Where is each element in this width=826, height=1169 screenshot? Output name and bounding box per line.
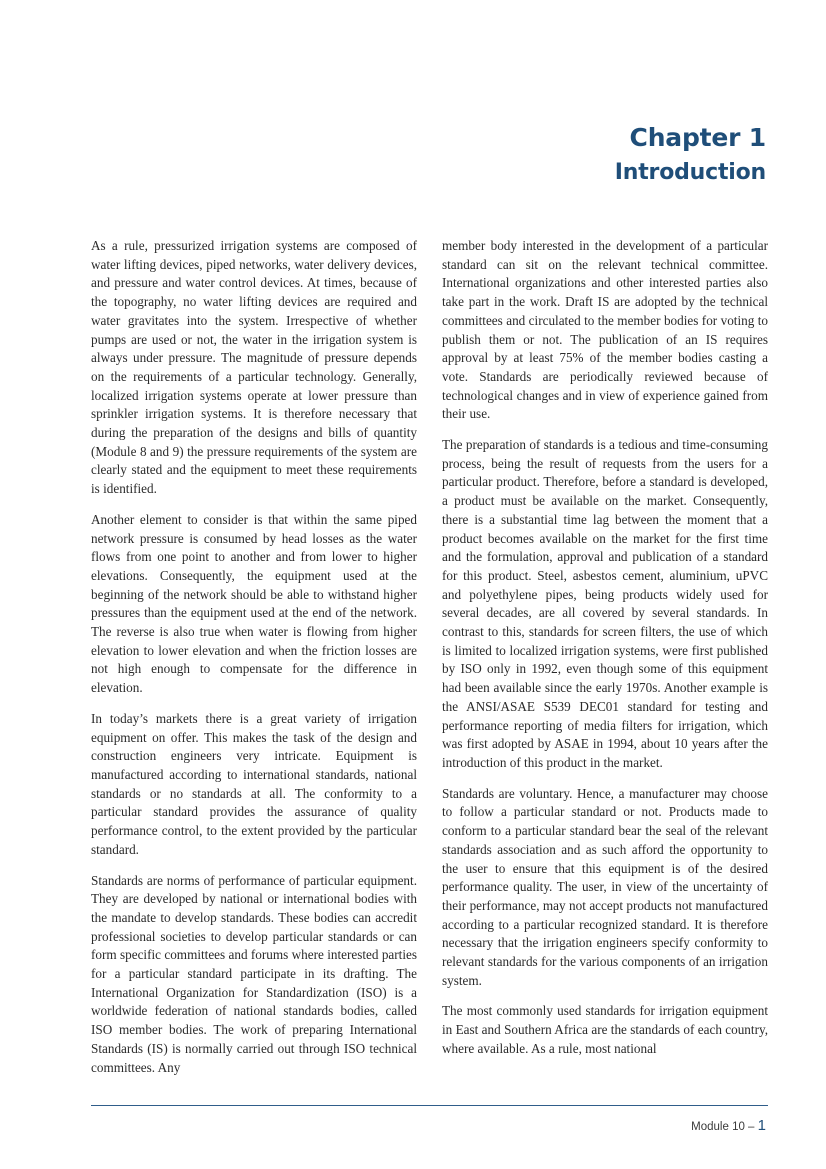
page-number: 1 [757,1117,766,1134]
paragraph: In today’s markets there is a great variety of irrigation equipment on offer. This makes the task of the design and construction engineers very intricate. Equipment is manufactured according to international standards, national standards or no standards at all. The conformity to a particular standard provides the assurance of quality performance control, to the extent provided by the particular standard. [91,710,417,857]
chapter-number: Chapter 1 [629,123,766,152]
paragraph: Another element to consider is that within the same piped network pressure is consumed by head losses as the water flows from one point to another and from lower to higher elevations. Consequently, the equipment used at the beginning of the network should be able to withstand higher pressures than the equipment used at the end of the network. The reverse is also true when water is flowing from higher elevation to lower elevation and when the friction losses are not high enough to compensate for the difference in elevation. [91,511,417,696]
paragraph: The preparation of standards is a tedious and time-consuming process, being the result of requests from the users for a particular product. Therefore, before a standard is developed, a product must be available on the market. Consequently, there is a substantial time lag between the moment that a product becomes available on the market for the first time and the formulation, approval and publication of a standard for this product. Steel, asbestos cement, aluminium, uPVC and polyethylene pipes, being products widely used for several decades, are all covered by several standards. In contrast to this, standards for screen filters, the use of which is limited to localized irrigation systems, were first published by ISO only in 1992, even though some of this equipment had been available since the early 1970s. Another example is the ANSI/ASAE S539 DEC01 standard for testing and performance reporting of media filters for irrigation, which was first adopted by ASAE in 1994, about 10 years after the introduction of this product in the market. [442,437,768,770]
paragraph: As a rule, pressurized irrigation systems are composed of water lifting devices, piped networks, water delivery devices, and pressure and water control devices. At times, because of the topography, no water lifting devices are required and water gravitates into the system. Irrespective of whether pumps are used or not, the water in the irrigation system is always under pressure. The magnitude of pressure depends on the requirements of a particular technology. Generally, localized irrigation systems operate at lower pressure than sprinkler irrigation systems. It is therefore necessary that during the preparation of the designs and bills of quantity (Module 8 and 9) the pressure requirements of the system are clearly stated and the equipment to meet these requirements is identified. [91,238,417,497]
page-footer [691,1117,766,1134]
right-column [442,237,768,1071]
paragraph: Standards are voluntary. Hence, a manufacturer may choose to follow a particular standard or not. Products made to conform to a particular standard bear the seal of the relevant standards association and as such afford the opportunity to the user to ensure that this equipment is of the desired performance quality. The user, in view of the uncertainty of their performance, may not accept products not manufactured according to a particular recognized standard. It is therefore necessary that the irrigation engineers specify conformity to relevant standards for the various components of an irrigation system. [442,785,768,988]
module-label: Module 10 – [691,1121,755,1133]
left-column [91,237,417,1089]
chapter-title: Introduction [614,160,766,185]
paragraph: member body interested in the development of a particular standard can sit on the relevant technical committee. International organizations and other interested parties also take part in the work. Draft IS are adopted by the technical committees and circulated to the member bodies for voting to publish them or not. The publication of an IS requires approval by at least 75% of the member bodies casting a vote. Standards are periodically reviewed because of technological changes and in view of experience gained from their use. [442,238,768,422]
chapter-heading [615,121,766,191]
paragraph: Standards are norms of performance of particular equipment. They are developed by national or international bodies with the mandate to develop standards. These bodies can accredit professional societies to develop particular standards or can form specific committees and forums where interested parties for a particular standard participate in its drafting. The International Organization for Standardization (ISO) is a worldwide federation of national standards bodies, called ISO member bodies. The work of preparing International Standards (IS) is normally carried out through ISO technical committees. Any [91,872,417,1075]
footer-divider [91,1105,768,1106]
paragraph: The most commonly used standards for irrigation equipment in East and Southern Africa are the standards of each country, where available. As a rule, most national [442,1003,768,1056]
